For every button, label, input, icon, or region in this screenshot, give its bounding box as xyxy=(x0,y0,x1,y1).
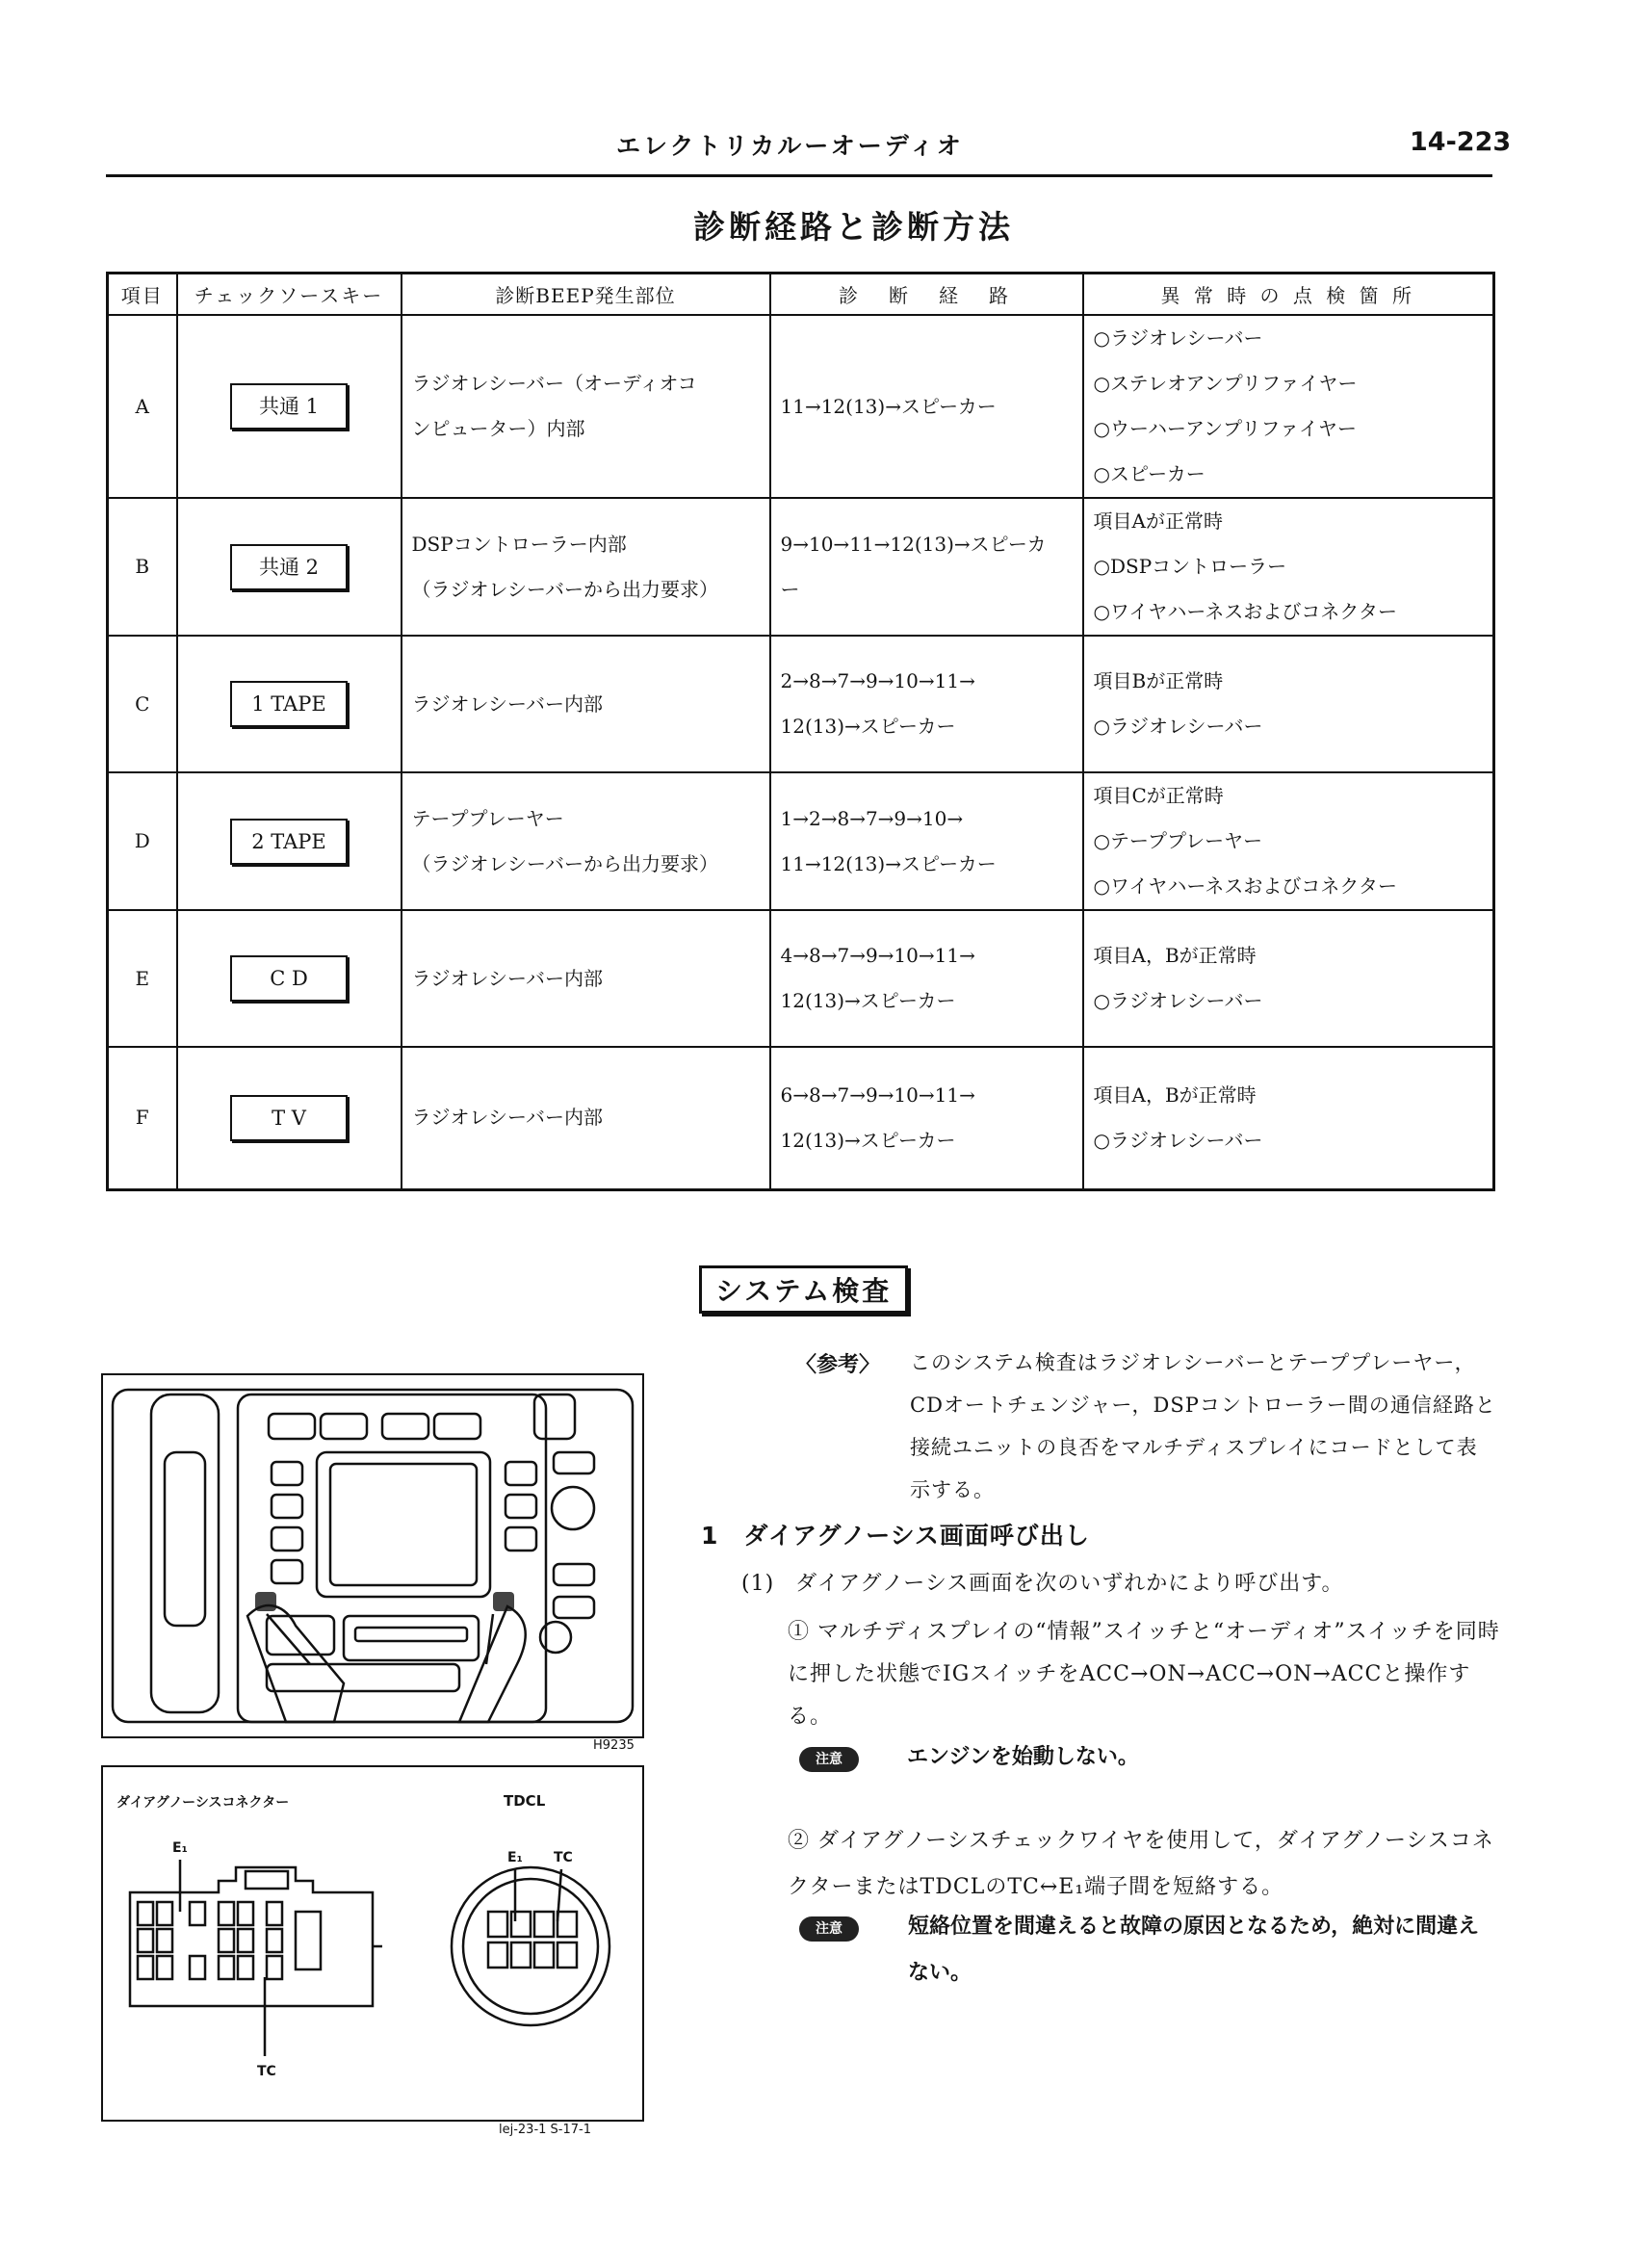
connector-drawing xyxy=(103,1767,642,2120)
row-check: ○ラジオレシーバー ○ステレオアンプリファイヤー ○ウーハーアンプリファイヤー ○スピーカー xyxy=(1083,315,1494,498)
caution-badge: 注意 xyxy=(799,1747,859,1772)
step1-number: 1 xyxy=(701,1522,719,1550)
system-check-heading: システム検査 xyxy=(699,1265,908,1314)
check-key-box: 共通 2 xyxy=(230,544,348,590)
substep1 xyxy=(741,1567,1343,1597)
tdcl-tc-label: TC xyxy=(554,1850,573,1865)
step1-title: ダイアグノーシス画面呼び出し xyxy=(743,1522,1090,1550)
check-key-box: T V xyxy=(230,1095,348,1141)
table-row xyxy=(108,636,1494,772)
dashboard-illustration xyxy=(101,1373,644,1738)
row-check: 項目Cが正常時 ○テーププレーヤー ○ワイヤハーネスおよびコネクター xyxy=(1083,772,1494,910)
row-path: 6→8→7→9→10→11→ 12(13)→スピーカー xyxy=(770,1047,1083,1189)
substep1-text: ダイアグノーシス画面を次のいずれかにより呼び出す。 xyxy=(795,1572,1344,1596)
table-row xyxy=(108,498,1494,636)
section-title: 診断経路と診断方法 xyxy=(693,208,1014,246)
table-row xyxy=(108,910,1494,1047)
page-number: 14-223 xyxy=(1410,127,1512,157)
row-location: ラジオレシーバー（オーディオコ ンピューター）内部 xyxy=(402,315,770,498)
row-location: テーププレーヤー （ラジオレシーバーから出力要求） xyxy=(402,772,770,910)
caution-note-1 xyxy=(799,1740,1139,1772)
row-location: ラジオレシーバー内部 xyxy=(402,636,770,772)
figure-2-code: lej-23-1 S-17-1 xyxy=(499,2123,591,2137)
connector-tc-label: TC xyxy=(257,2064,276,2079)
tdcl-title: TDCL xyxy=(504,1792,546,1810)
row-item: F xyxy=(108,1047,177,1189)
row-check: 項目A，Bが正常時 ○ラジオレシーバー xyxy=(1083,1047,1494,1189)
connector-e1-label: E₁ xyxy=(172,1840,188,1856)
check-key-box: 1 TAPE xyxy=(230,681,348,727)
table-row xyxy=(108,772,1494,910)
table-row xyxy=(108,1047,1494,1189)
tdcl-e1-label: E₁ xyxy=(507,1850,523,1865)
step1-heading xyxy=(701,1517,1090,1551)
substep1-number: (1) xyxy=(741,1572,775,1596)
caution-note-2 xyxy=(799,1903,1492,1985)
check-key-box: 2 TAPE xyxy=(230,819,348,865)
diagnosis-table xyxy=(106,272,1495,1191)
row-check: 項目A，Bが正常時 ○ラジオレシーバー xyxy=(1083,910,1494,1047)
connector-title: ダイアグノーシスコネクター xyxy=(117,1795,290,1811)
figure-1-code: H9235 xyxy=(593,1738,635,1753)
caution-text-1: エンジンを始動しない。 xyxy=(907,1744,1139,1769)
header-item: 項目 xyxy=(108,274,177,316)
row-item: A xyxy=(108,315,177,498)
table-row xyxy=(108,315,1494,498)
dashboard-drawing xyxy=(103,1375,642,1736)
header-rule xyxy=(106,174,1492,177)
method2-text: ② ダイアグノーシスチェックワイヤを使用して，ダイアグノーシスコネクターまたはTDCLのTC↔E₁端子間を短絡する。 xyxy=(788,1829,1494,1899)
row-location: ラジオレシーバー内部 xyxy=(402,910,770,1047)
chapter-title: エレクトリカルーオーディオ xyxy=(616,132,964,160)
header-path: 診 断 経 路 xyxy=(770,274,1083,316)
method1-text: ① マルチディスプレイの“情報”スイッチと“オーディオ”スイッチを同時に押した状態でIGスイッチをACC→ON→ACC→ON→ACCと操作する。 xyxy=(788,1620,1500,1729)
row-item: C xyxy=(108,636,177,772)
table-header-row xyxy=(108,274,1494,316)
row-item: E xyxy=(108,910,177,1047)
row-path: 2→8→7→9→10→11→ 12(13)→スピーカー xyxy=(770,636,1083,772)
row-check: 項目Bが正常時 ○ラジオレシーバー xyxy=(1083,636,1494,772)
row-check: 項目Aが正常時 ○DSPコントローラー ○ワイヤハーネスおよびコネクター xyxy=(1083,498,1494,636)
row-path: 4→8→7→9→10→11→ 12(13)→スピーカー xyxy=(770,910,1083,1047)
row-location: DSPコントローラー内部 （ラジオレシーバーから出力要求） xyxy=(402,498,770,636)
check-key-box: 共通 1 xyxy=(230,383,348,430)
row-path: 11→12(13)→スピーカー xyxy=(770,315,1083,498)
caution-text-2: 短絡位置を間違えると故障の原因となるため，絶対に間違えない。 xyxy=(908,1914,1480,1985)
row-location: ラジオレシーバー内部 xyxy=(402,1047,770,1189)
check-key-box: C D xyxy=(230,955,348,1002)
caution-badge: 注意 xyxy=(799,1916,859,1942)
reference-text: このシステム検査はラジオレシーバーとテーププレーヤー，CDオートチェンジャー，DSPコントローラー間の通信経路と接続ユニットの良否をマルチディスプレイにコードとして表示する。 xyxy=(910,1351,1496,1501)
header-key: チェックソースキー xyxy=(177,274,402,316)
row-item: D xyxy=(108,772,177,910)
reference-label: 〈参考〉 xyxy=(795,1352,881,1377)
header-check: 異 常 時 の 点 検 箇 所 xyxy=(1083,274,1494,316)
connector-illustration xyxy=(101,1765,644,2122)
row-path: 1→2→8→7→9→10→ 11→12(13)→スピーカー xyxy=(770,772,1083,910)
header-location: 診断BEEP発生部位 xyxy=(402,274,770,316)
row-path: 9→10→11→12(13)→スピーカ ー xyxy=(770,498,1083,636)
row-item: B xyxy=(108,498,177,636)
